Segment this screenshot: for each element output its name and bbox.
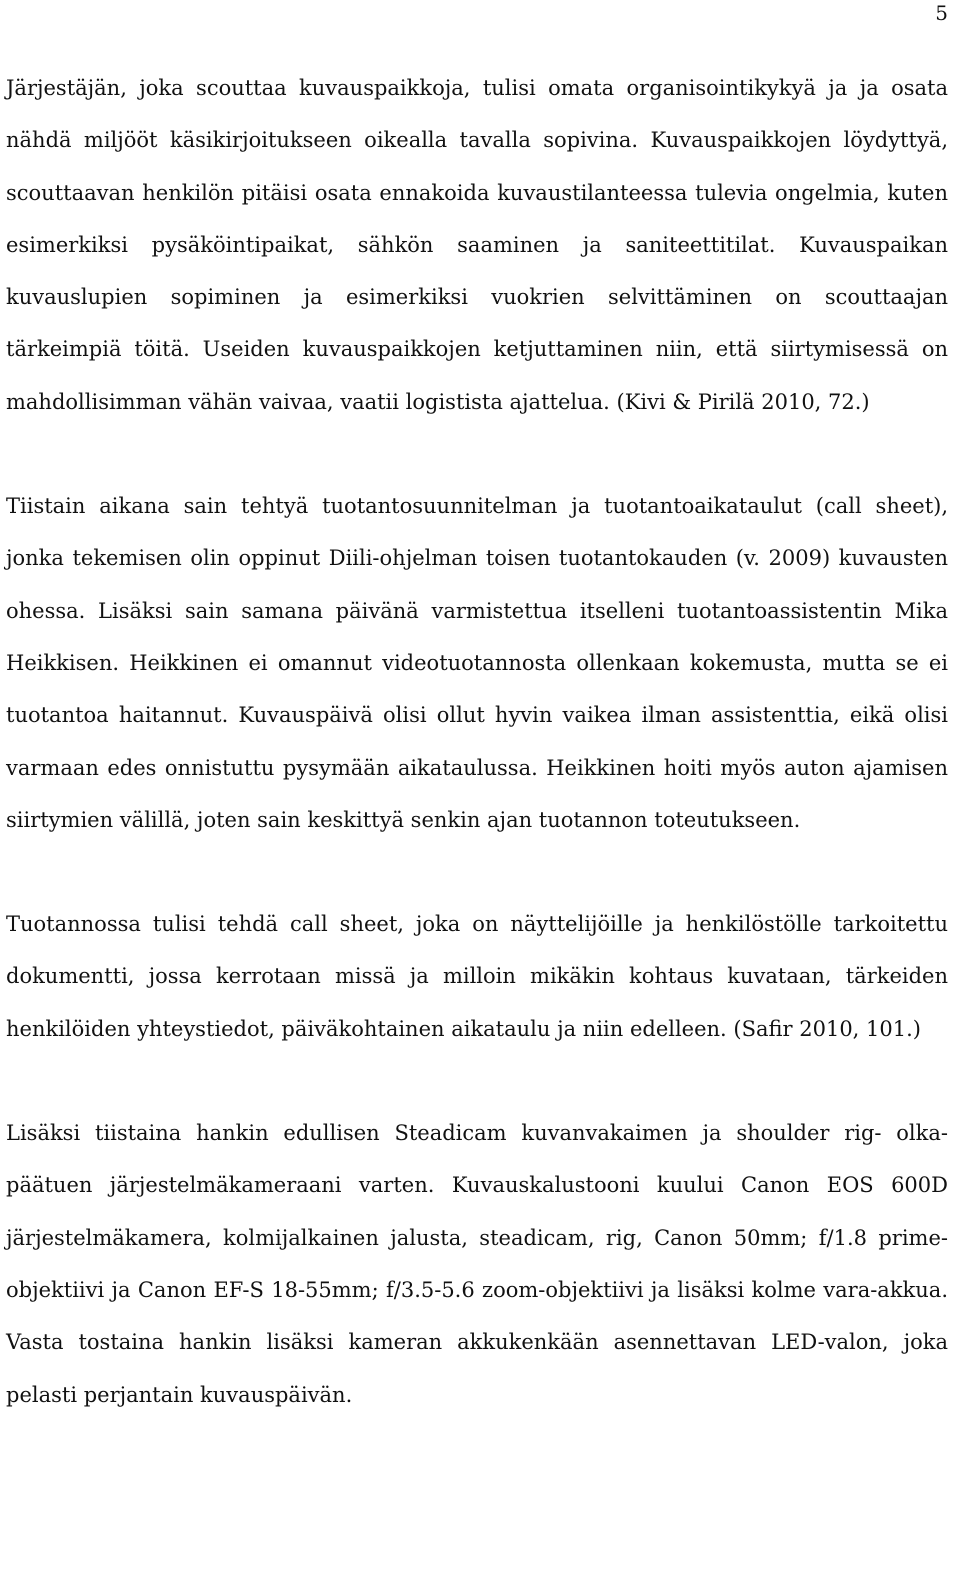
- paragraph-production-plan: Tiistain aikana sain tehtyä tuotantosuunnitelman ja tuotantoaikataulut (call sheet), jonka tekemisen olin oppinut Diili-ohjelman toisen tuotantokauden (v. 2009) kuvausten ohessa. Lisäksi sain samana päivänä varmistettua itselleni tuotantoassistentin Mika Heikkisen. Heikkinen ei omannut videotuotannosta ollenkaan kokemusta, mutta se ei tuotantoa haitannut. Kuvauspäivä olisi ollut hyvin vaikea ilman assistenttia, eikä olisi varmaan edes onnistuttu pysymään aikataulussa. Heikkinen hoiti myös auton ajamisen siirtymien välillä, joten sain keskittyä senkin ajan tuotannon toteutukseen.: [6, 494, 948, 832]
- paragraph-location-scouting: Järjestäjän, joka scouttaa kuvauspaikkoja, tulisi omata organisointikykyä ja ja osata nähdä miljööt käsikirjoitukseen oikealla tavalla sopivina. Kuvauspaikkojen löydyttyä, scouttaavan henkilön pitäisi osata ennakoida kuvaustilanteessa tulevia ongelmia, kuten esimerkiksi pysäköintipaikat, sähkön saaminen ja saniteettitilat. Kuvauspaikan kuvauslupien sopiminen ja esimerkiksi vuokrien selvittäminen on scouttaajan tärkeimpiä töitä. Useiden kuvauspaikkojen ketjuttaminen niin, että siirtymisessä on mahdollisimman vähän vaivaa, vaatii logistista ajattelua. (Kivi & Pirilä 2010, 72.): [6, 76, 948, 414]
- paragraph-equipment: Lisäksi tiistaina hankin edullisen Steadicam kuvanvakaimen ja shoulder rig- olkapäätuen järjestelmäkameraani varten. Kuvauskalustooni kuului Canon EOS 600D järjestelmäkamera, kolmijalkainen jalusta, steadicam, rig, Canon 50mm; f/1.8 prime-objektiivi ja Canon EF-S 18-55mm; f/3.5-5.6 zoom-objektiivi ja lisäksi kolme vara-akkua. Vasta tostaina hankin lisäksi kameran akkukenkään asennettavan LED-valon, joka pelasti perjantain kuvauspäivän.: [6, 1121, 948, 1407]
- page-number: 5: [935, 1, 948, 25]
- paragraph-call-sheet: Tuotannossa tulisi tehdä call sheet, joka on näyttelijöille ja henkilöstölle tarkoitettu dokumentti, jossa kerrotaan missä ja milloin mikäkin kohtaus kuvataan, tärkeiden henkilöiden yhteystiedot, päiväkohtainen aikataulu ja niin edelleen. (Safir 2010, 101.): [6, 912, 948, 1041]
- document-body: [6, 62, 948, 1421]
